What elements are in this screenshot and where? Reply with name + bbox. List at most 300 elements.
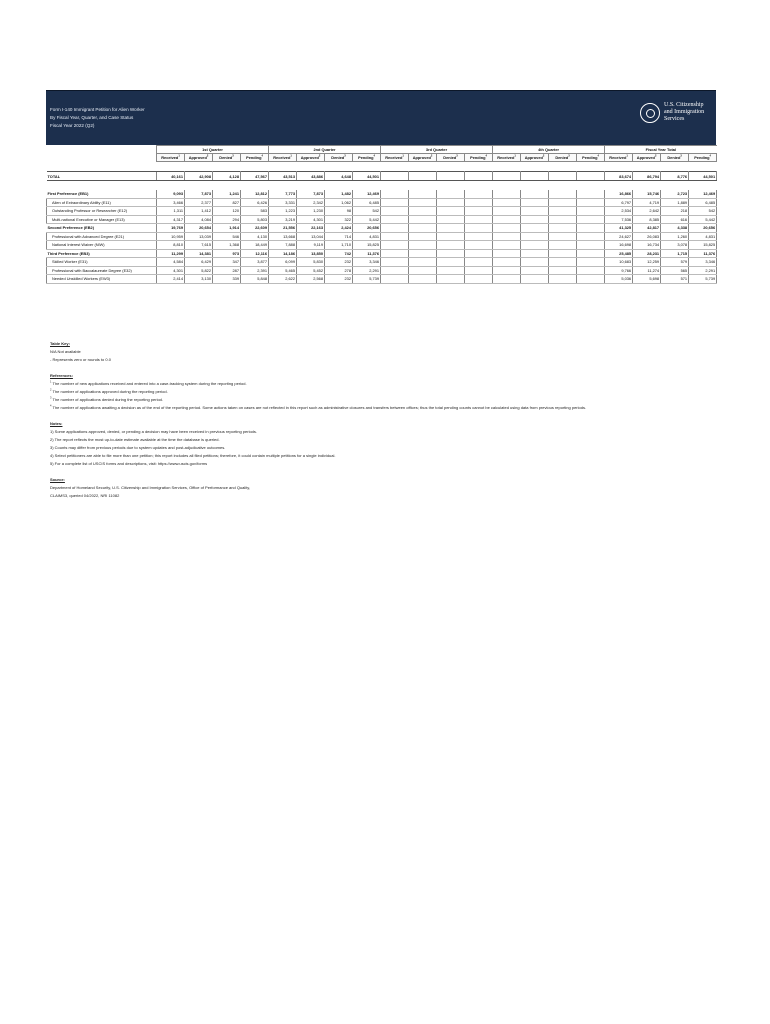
table-row: [47, 207, 717, 216]
data-cell: 714: [325, 232, 353, 241]
data-cell: 5,452: [297, 266, 325, 275]
data-cell: 12,469: [689, 190, 717, 198]
data-cell: [381, 190, 409, 198]
table-row: [47, 198, 717, 207]
data-cell: [381, 207, 409, 216]
data-cell: 3,219: [269, 215, 297, 224]
data-cell: [381, 232, 409, 241]
data-cell: 6,797: [605, 198, 633, 207]
header-blank-cell: [47, 154, 157, 162]
column-header-approved: Approved$^2$: [185, 154, 213, 162]
column-header-pending: Pending$^4$: [465, 154, 493, 162]
data-cell: 5,848: [241, 275, 269, 284]
data-cell: [493, 232, 521, 241]
data-cell: 41,325: [605, 224, 633, 233]
data-cell: 24,627: [605, 232, 633, 241]
logo-text-line3: Services: [664, 116, 685, 122]
column-header-approved: Approved$^2$: [633, 154, 661, 162]
data-cell: [577, 207, 605, 216]
data-cell: [521, 241, 549, 250]
data-cell: 86,794: [633, 172, 661, 181]
data-cell: [493, 224, 521, 233]
data-cell: 12,812: [241, 190, 269, 198]
data-cell: 546: [213, 232, 241, 241]
data-cell: 347: [213, 258, 241, 267]
data-cell: 4,648: [325, 172, 353, 181]
data-cell: 22,609: [241, 224, 269, 233]
data-cell: 7,873: [297, 190, 325, 198]
table-row: [47, 249, 717, 258]
data-cell: [549, 266, 577, 275]
data-cell: 3,346: [689, 258, 717, 267]
data-cell: [521, 215, 549, 224]
column-header-denied: Denied$^3$: [549, 154, 577, 162]
column-header-denied: Denied$^3$: [437, 154, 465, 162]
data-cell: 827: [213, 198, 241, 207]
column-header-denied: Denied$^3$: [325, 154, 353, 162]
data-cell: [549, 232, 577, 241]
logo-text-line2: and Immigration: [664, 109, 705, 115]
report-banner: [46, 90, 716, 145]
data-cell: 16,866: [605, 190, 633, 198]
data-cell: [437, 215, 465, 224]
data-cell: [549, 241, 577, 250]
data-cell: [381, 241, 409, 250]
data-cell: [381, 198, 409, 207]
column-header-received: Received$^1$: [605, 154, 633, 162]
table-row: [47, 190, 717, 198]
data-cell: [577, 198, 605, 207]
references-heading: References:: [50, 373, 73, 378]
data-cell: 5,739: [353, 275, 381, 284]
data-cell: 16,734: [633, 241, 661, 250]
data-cell: 7,773: [269, 190, 297, 198]
data-cell: [521, 198, 549, 207]
data-cell: 1,260: [661, 232, 689, 241]
data-cell: 4,338: [661, 224, 689, 233]
data-cell: 4,301: [157, 266, 185, 275]
data-cell: 2,642: [633, 207, 661, 216]
row-label: Skilled Worker (E31): [47, 258, 157, 267]
data-cell: [381, 275, 409, 284]
data-cell: [577, 190, 605, 198]
data-cell: 2,622: [269, 275, 297, 284]
data-cell: 14,186: [269, 249, 297, 258]
column-header-approved: Approved$^2$: [521, 154, 549, 162]
data-cell: [577, 275, 605, 284]
data-cell: 12,259: [633, 258, 661, 267]
data-cell: 13,044: [297, 232, 325, 241]
quarter-header: 2nd Quarter: [269, 146, 381, 154]
row-label: Second Preference (EB2): [47, 224, 157, 233]
data-cell: [465, 172, 493, 181]
data-cell: 7,888: [269, 241, 297, 250]
data-cell: 8,810: [157, 241, 185, 250]
data-cell: 3,078: [661, 241, 689, 250]
data-cell: 42,908: [185, 172, 213, 181]
data-cell: 3,331: [269, 198, 297, 207]
data-cell: 83,674: [605, 172, 633, 181]
table-key-item: N/A Not available: [50, 349, 81, 354]
data-cell: 9,766: [605, 266, 633, 275]
data-cell: 232: [325, 258, 353, 267]
data-cell: 2,291: [689, 266, 717, 275]
data-cell: 2,534: [605, 207, 633, 216]
data-cell: 542: [689, 207, 717, 216]
data-cell: 18,449: [241, 241, 269, 250]
notes-heading: Notes:: [50, 421, 63, 426]
data-cell: 7,615: [185, 241, 213, 250]
data-cell: [381, 172, 409, 181]
data-cell: 583: [241, 207, 269, 216]
data-cell: [521, 266, 549, 275]
data-cell: [549, 249, 577, 258]
data-cell: [493, 266, 521, 275]
column-header-pending: Pending$^4$: [241, 154, 269, 162]
data-cell: [437, 207, 465, 216]
data-cell: [465, 249, 493, 258]
data-cell: 98: [325, 207, 353, 216]
data-cell: 287: [213, 266, 241, 275]
report-sheet: [46, 90, 716, 284]
report-subtitle: By Fiscal Year, Quarter, and Case Status: [50, 115, 134, 120]
data-cell: [493, 190, 521, 198]
data-cell: [437, 232, 465, 241]
data-cell: 5,442: [353, 215, 381, 224]
quarter-header: 3rd Quarter: [381, 146, 493, 154]
data-cell: 4,130: [241, 232, 269, 241]
data-cell: [437, 224, 465, 233]
data-cell: 43,513: [269, 172, 297, 181]
data-cell: 40,161: [157, 172, 185, 181]
note-item: 3) Counts may differ from previous periods due to system updates and post-adjudicative outcomes.: [50, 445, 226, 450]
column-header-received: Received$^1$: [269, 154, 297, 162]
data-cell: 565: [661, 266, 689, 275]
table-row: [47, 224, 717, 233]
data-cell: 3,346: [353, 258, 381, 267]
data-cell: [381, 215, 409, 224]
data-cell: 43,886: [297, 172, 325, 181]
data-cell: [437, 249, 465, 258]
data-cell: [409, 241, 437, 250]
data-cell: 4,584: [157, 258, 185, 267]
data-cell: 1,230: [297, 207, 325, 216]
data-cell: 44,501: [689, 172, 717, 181]
data-cell: 7,536: [605, 215, 633, 224]
data-cell: [493, 198, 521, 207]
data-cell: 15,746: [633, 190, 661, 198]
note-item: 4) Select petitioners are able to file more than one petition; this report includes all filed petitions; therefore, it could contain multiple petitions for a single individual.: [50, 453, 336, 458]
data-cell: 542: [353, 207, 381, 216]
data-cell: [549, 207, 577, 216]
data-cell: 42,817: [633, 224, 661, 233]
data-cell: 218: [661, 207, 689, 216]
row-label: Multi-national Executive or Manager (E13): [47, 215, 157, 224]
data-cell: 13,668: [269, 232, 297, 241]
data-cell: [409, 266, 437, 275]
data-cell: [493, 172, 521, 181]
data-cell: 232: [325, 275, 353, 284]
data-cell: 616: [661, 215, 689, 224]
data-cell: 5,830: [297, 258, 325, 267]
report-period: Fiscal Year 2022 (Q2): [50, 123, 95, 128]
references: [50, 372, 710, 412]
data-cell: [493, 249, 521, 258]
data-cell: [409, 190, 437, 198]
data-cell: [437, 190, 465, 198]
data-cell: [549, 172, 577, 181]
data-cell: [409, 198, 437, 207]
data-cell: [437, 275, 465, 284]
data-cell: 5,036: [605, 275, 633, 284]
data-cell: [521, 249, 549, 258]
data-cell: 16,698: [605, 241, 633, 250]
data-table: [46, 145, 717, 284]
data-cell: [437, 172, 465, 181]
data-cell: [465, 190, 493, 198]
table-row: [47, 172, 717, 181]
data-cell: 6,485: [689, 198, 717, 207]
data-cell: 5,822: [185, 266, 213, 275]
table-row: [47, 258, 717, 267]
column-header-received: Received$^1$: [157, 154, 185, 162]
data-cell: [549, 258, 577, 267]
data-cell: 1,889: [661, 198, 689, 207]
data-cell: [409, 215, 437, 224]
data-cell: [437, 258, 465, 267]
data-cell: [493, 258, 521, 267]
data-cell: [493, 215, 521, 224]
data-cell: [409, 275, 437, 284]
data-cell: 6,099: [269, 258, 297, 267]
row-label: Professional with Advanced Degree (E21): [47, 232, 157, 241]
data-cell: [577, 215, 605, 224]
data-cell: [437, 266, 465, 275]
data-cell: 2,377: [185, 198, 213, 207]
data-cell: 1,715: [661, 249, 689, 258]
data-cell: [577, 241, 605, 250]
data-cell: 19,769: [157, 224, 185, 233]
data-cell: [577, 266, 605, 275]
data-cell: [465, 224, 493, 233]
data-cell: 5,442: [689, 215, 717, 224]
data-cell: [521, 172, 549, 181]
row-label: Needed Unskilled Workers (EW3): [47, 275, 157, 284]
data-cell: 1,482: [325, 190, 353, 198]
reference-item: $^1$ The number of new applications received and entered into a case-tracking system during the reporting period.: [50, 380, 247, 386]
data-cell: 5,739: [689, 275, 717, 284]
notes-list: [50, 420, 710, 468]
data-cell: [381, 224, 409, 233]
data-cell: [521, 275, 549, 284]
data-cell: 2,391: [241, 266, 269, 275]
data-cell: 15,825: [689, 241, 717, 250]
source-line: Department of Homeland Security, U.S. Citizenship and Immigration Services, Office of Performance and Quality,: [50, 485, 251, 490]
data-cell: 742: [325, 249, 353, 258]
row-label: National Interest Waiver (NIW): [47, 241, 157, 250]
note-item: 1) Some applications approved, denied, or pending a decision may have been received in previous reporting periods.: [50, 429, 258, 434]
data-cell: 2,424: [325, 224, 353, 233]
data-cell: [465, 266, 493, 275]
data-cell: 10,683: [605, 258, 633, 267]
source-heading: Source:: [50, 477, 65, 482]
data-cell: 4,831: [689, 232, 717, 241]
data-cell: 294: [213, 215, 241, 224]
data-cell: [521, 232, 549, 241]
data-cell: 13,039: [185, 232, 213, 241]
row-label: TOTAL: [47, 172, 157, 181]
dhs-seal-icon: [640, 103, 660, 123]
data-cell: 2,568: [297, 275, 325, 284]
row-label: Outstanding Professor or Researcher (E12): [47, 207, 157, 216]
column-header-denied: Denied$^3$: [213, 154, 241, 162]
data-cell: 3,877: [241, 258, 269, 267]
table-key-heading: Table Key:: [50, 341, 70, 346]
data-cell: 10,959: [157, 232, 185, 241]
data-cell: 2,723: [661, 190, 689, 198]
data-cell: [437, 198, 465, 207]
data-cell: 120: [213, 207, 241, 216]
data-cell: 6,426: [241, 198, 269, 207]
data-cell: 22,163: [297, 224, 325, 233]
data-cell: [409, 172, 437, 181]
data-cell: 4,831: [353, 232, 381, 241]
data-cell: 20,654: [185, 224, 213, 233]
data-cell: [437, 241, 465, 250]
data-cell: 322: [325, 215, 353, 224]
data-cell: 12,116: [241, 249, 269, 258]
data-cell: 3,466: [157, 198, 185, 207]
data-cell: [577, 172, 605, 181]
data-cell: [521, 258, 549, 267]
spacer-row: [47, 181, 717, 191]
data-cell: 47,567: [241, 172, 269, 181]
data-cell: 44,501: [353, 172, 381, 181]
data-cell: [409, 224, 437, 233]
data-cell: 11,274: [633, 266, 661, 275]
data-cell: 25,485: [605, 249, 633, 258]
data-cell: 4,719: [633, 198, 661, 207]
data-cell: [577, 258, 605, 267]
data-cell: 20,656: [353, 224, 381, 233]
data-cell: [493, 275, 521, 284]
data-cell: 3,130: [185, 275, 213, 284]
report-title: Form I-140 Immigrant Petition for Alien Worker: [50, 107, 145, 112]
data-cell: 4,317: [157, 215, 185, 224]
data-cell: 5,698: [633, 275, 661, 284]
data-cell: 20,656: [689, 224, 717, 233]
source: [50, 476, 710, 500]
table-row: [47, 232, 717, 241]
data-cell: 8,385: [633, 215, 661, 224]
data-cell: 1,914: [213, 224, 241, 233]
data-cell: [521, 207, 549, 216]
row-label: First Preference (EB1): [47, 190, 157, 198]
data-cell: 4,301: [297, 215, 325, 224]
data-cell: 11,299: [157, 249, 185, 258]
data-cell: [521, 190, 549, 198]
data-cell: 13,850: [297, 249, 325, 258]
data-cell: 5,803: [241, 215, 269, 224]
data-cell: [465, 207, 493, 216]
data-cell: [577, 249, 605, 258]
spacer-row: [47, 162, 717, 172]
table-row: [47, 266, 717, 275]
data-cell: 4,128: [213, 172, 241, 181]
data-cell: 1,412: [185, 207, 213, 216]
table-row: [47, 275, 717, 284]
reference-item: $^2$ The number of applications approved during the reporting period.: [50, 388, 168, 394]
data-cell: 7,873: [185, 190, 213, 198]
data-cell: 579: [661, 258, 689, 267]
data-cell: [409, 207, 437, 216]
data-cell: [521, 224, 549, 233]
data-cell: 973: [213, 249, 241, 258]
reference-item: $^3$ The number of applications denied during the reporting period.: [50, 396, 164, 402]
column-header-approved: Approved$^2$: [297, 154, 325, 162]
data-cell: [577, 232, 605, 241]
data-cell: 278: [325, 266, 353, 275]
column-header-denied: Denied$^3$: [661, 154, 689, 162]
data-cell: 5,465: [269, 266, 297, 275]
data-cell: 8,776: [661, 172, 689, 181]
quarter-header: 4th Quarter: [493, 146, 605, 154]
data-cell: 14,381: [185, 249, 213, 258]
notes-section: [50, 340, 710, 508]
data-cell: 1,241: [213, 190, 241, 198]
quarter-header-row: [47, 146, 717, 154]
column-header-pending: Pending$^4$: [353, 154, 381, 162]
data-cell: 15,825: [353, 241, 381, 250]
table-body: [47, 162, 717, 284]
data-cell: 1,368: [213, 241, 241, 250]
table-key: [50, 340, 710, 364]
data-cell: 1,311: [157, 207, 185, 216]
data-cell: [465, 241, 493, 250]
data-cell: [381, 258, 409, 267]
data-cell: [381, 249, 409, 258]
data-cell: 2,414: [157, 275, 185, 284]
data-cell: [465, 215, 493, 224]
data-cell: 6,429: [185, 258, 213, 267]
data-cell: 339: [213, 275, 241, 284]
data-cell: [465, 275, 493, 284]
data-cell: [493, 241, 521, 250]
quarter-header: 1st Quarter: [157, 146, 269, 154]
data-cell: [465, 232, 493, 241]
data-cell: 11,376: [689, 249, 717, 258]
data-cell: [409, 232, 437, 241]
uscis-logo: [640, 99, 714, 139]
data-cell: 21,556: [269, 224, 297, 233]
data-cell: [409, 258, 437, 267]
data-cell: 6,485: [353, 198, 381, 207]
column-header-received: Received$^1$: [381, 154, 409, 162]
table-row: [47, 215, 717, 224]
data-cell: 1,710: [325, 241, 353, 250]
data-cell: 4,084: [185, 215, 213, 224]
source-line: CLAIMS3, queried 04/2022, NRI 11082: [50, 493, 120, 498]
note-item: 2) The report reflects the most up-to-date estimate available at the time the database is queried.: [50, 437, 220, 442]
data-cell: [465, 258, 493, 267]
row-label: Third Preference (EB3): [47, 249, 157, 258]
data-cell: [549, 190, 577, 198]
column-header-row: [47, 154, 717, 162]
data-cell: [549, 224, 577, 233]
header-blank-cell: [47, 146, 157, 154]
data-cell: 26,083: [633, 232, 661, 241]
data-cell: 571: [661, 275, 689, 284]
